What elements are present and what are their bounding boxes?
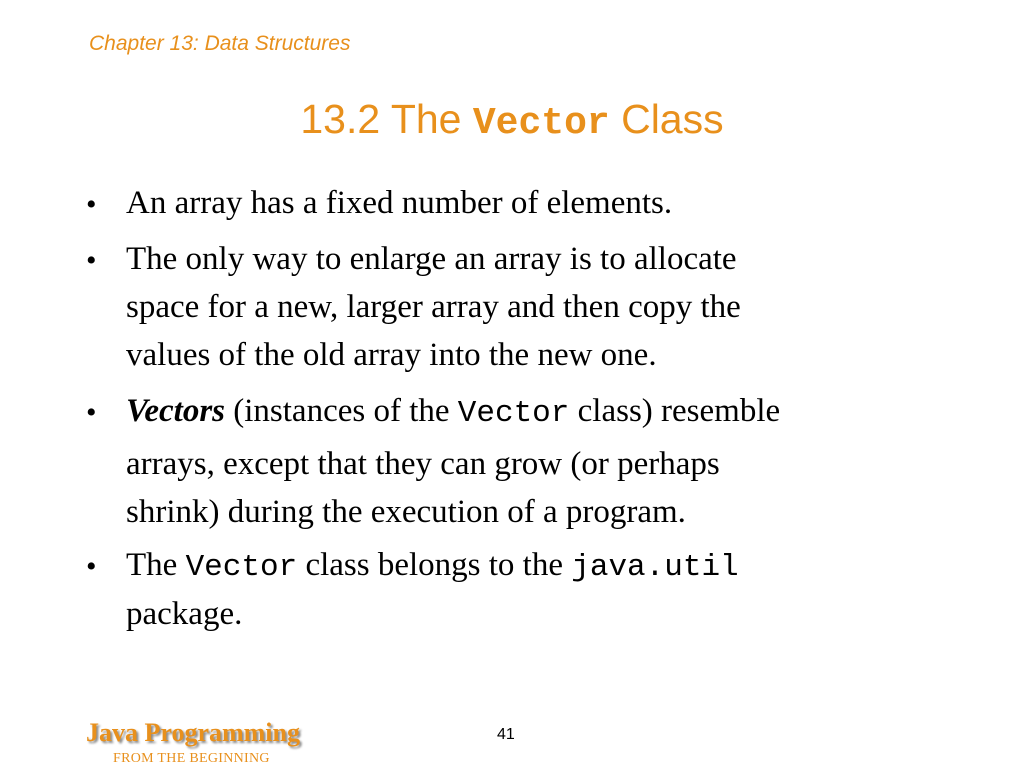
title-prefix: 13.2 The bbox=[300, 96, 473, 142]
chapter-label: Chapter 13: Data Structures bbox=[89, 32, 351, 55]
bullet-3-text-b: class) resemble bbox=[569, 393, 781, 429]
bullet-4-text-a: The bbox=[126, 547, 186, 583]
bullet-3-text-a: (instances of the bbox=[225, 393, 458, 429]
bullet-marker: • bbox=[86, 396, 97, 429]
bullet-1-line-1: An array has a fixed number of elements. bbox=[126, 185, 673, 221]
bullet-marker: • bbox=[86, 188, 97, 221]
bullet-4-text-b: class belongs to the bbox=[297, 547, 572, 583]
vectors-term: Vectors bbox=[126, 393, 225, 429]
bullet-3-line-3: shrink) during the execution of a program. bbox=[126, 494, 686, 530]
vector-code: Vector bbox=[185, 550, 298, 585]
footer-brand: Java Programming bbox=[86, 718, 300, 747]
bullet-2-line-2: space for a new, larger array and then copy the bbox=[126, 289, 741, 325]
title-code: Vector bbox=[472, 102, 610, 145]
package-code: java.util bbox=[571, 550, 739, 585]
bullet-3-line-1 bbox=[126, 395, 780, 429]
bullet-4-line-2: package. bbox=[126, 596, 243, 632]
footer-subtitle: FROM THE BEGINNING bbox=[113, 751, 270, 766]
bullet-marker: • bbox=[86, 244, 97, 277]
vector-code: Vector bbox=[457, 396, 570, 431]
bullet-2-line-1: The only way to enlarge an array is to allocate bbox=[126, 241, 737, 277]
bullet-4-line-1 bbox=[126, 549, 739, 583]
bullet-2-line-3: values of the old array into the new one. bbox=[126, 337, 657, 373]
title-suffix: Class bbox=[609, 96, 724, 142]
page-number: 41 bbox=[497, 726, 515, 743]
bullet-3-line-2: arrays, except that they can grow (or perhaps bbox=[126, 446, 720, 482]
bullet-marker: • bbox=[86, 550, 97, 583]
